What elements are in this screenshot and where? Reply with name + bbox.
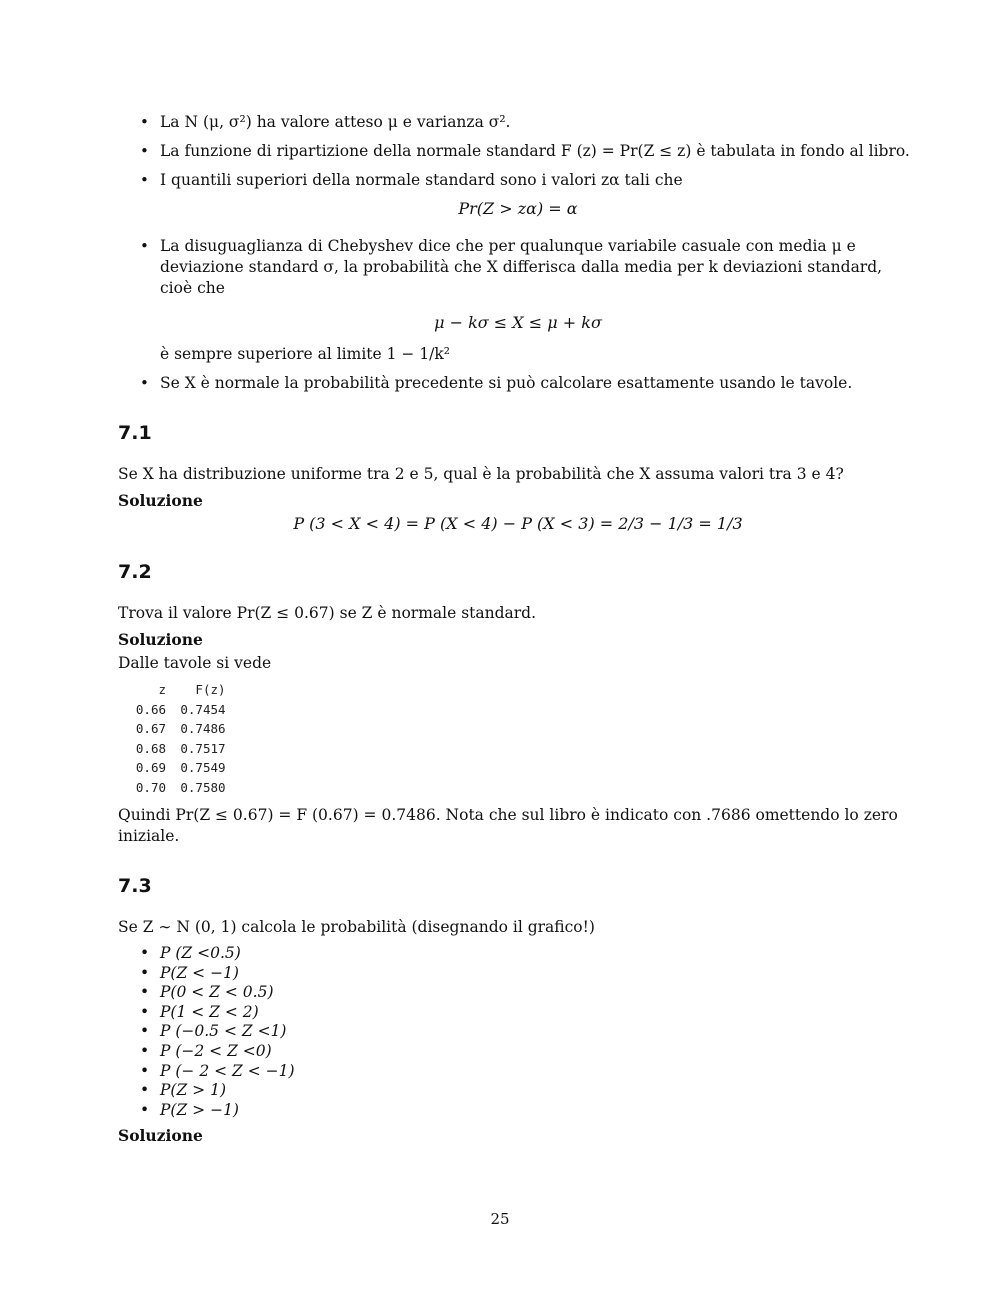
solution-label-7-1: Soluzione	[118, 491, 203, 510]
bullet-normal-mean: • La N (μ, σ²) ha valore atteso μ e varianza σ².	[160, 112, 918, 133]
chebyshev-limit: è sempre superiore al limite 1 − 1/k²	[160, 345, 451, 363]
list-item: • P (− 2 < Z < −1)	[160, 1062, 918, 1082]
equation-7-1: P (3 < X < 4) = P (X < 4) − P (X < 3) = 2/3 − 1/3 = 1/3	[293, 514, 743, 533]
section-heading-7-1: 7.1	[118, 422, 152, 444]
table-cell-z: 0.68	[135, 740, 166, 756]
solution-label-7-3: Soluzione	[118, 1126, 203, 1146]
section-heading-7-3: 7.3	[118, 875, 152, 897]
table-cell-z: 0.70	[135, 779, 166, 795]
intro-bullet-list	[118, 112, 918, 191]
section-heading-7-2: 7.2	[118, 561, 152, 583]
table-cell-z: 0.66	[135, 701, 166, 717]
list-item: • P (Z <0.5)	[160, 944, 918, 964]
list-item: • P (−2 < Z <0)	[160, 1042, 918, 1062]
list-item: • P(1 < Z < 2)	[160, 1003, 918, 1023]
table-row	[126, 778, 918, 798]
chebyshev-text: La disuguaglianza di Chebyshev dice che per qualunque variabile casuale con media μ e deviazione standard σ, la probabilità che X differisca dalla media per k deviazioni standard, cioè che	[160, 237, 883, 297]
table-cell-fz: 0.7486	[180, 721, 226, 736]
table-cell-fz: 0.7580	[180, 779, 226, 795]
table-cell-fz: 0.7454	[180, 701, 226, 717]
table-header-fz: F(z)	[195, 682, 226, 697]
table-row	[126, 700, 918, 720]
bullet-distribution-function: • La funzione di ripartizione della normale standard F (z) = Pr(Z ≤ z) è tabulata in fondo al libro.	[160, 141, 918, 162]
z-table	[126, 680, 918, 797]
chebyshev-formula: μ − kσ ≤ X ≤ μ + kσ	[434, 313, 602, 332]
table-cell-z: 0.69	[135, 760, 166, 775]
table-header-z: z	[158, 682, 166, 697]
list-item: • P(Z < −1)	[160, 964, 918, 984]
table-header-row	[126, 680, 918, 700]
list-item: • P(Z > −1)	[160, 1101, 918, 1121]
list-item: • P (−0.5 < Z <1)	[160, 1022, 918, 1042]
quantile-formula: Pr(Z > zα) = α	[458, 199, 578, 218]
bullet-upper-quantiles: • I quantili superiori della normale standard sono i valori zα tali che	[160, 170, 918, 191]
conclusion-7-2: Quindi Pr(Z ≤ 0.67) = F (0.67) = 0.7486. Nota che sul libro è indicato con .7686 omettendo lo zero iniziale.	[118, 806, 898, 845]
list-item: • P(0 < Z < 0.5)	[160, 983, 918, 1003]
bullet-normal-exact: • Se X è normale la probabilità precedente si può calcolare esattamente usando le tavole.	[160, 373, 918, 394]
table-cell-fz: 0.7517	[180, 740, 226, 756]
probability-list	[118, 944, 918, 1120]
document-page	[118, 112, 918, 1149]
normal-bullet-list	[118, 373, 918, 394]
question-7-2: Trova il valore Pr(Z ≤ 0.67) se Z è normale standard.	[118, 604, 537, 622]
solution-label-7-2: Soluzione	[118, 630, 203, 649]
table-cell-fz: 0.7549	[180, 760, 226, 775]
question-7-3: Se Z ∼ N (0, 1) calcola le probabilità (disegnando il grafico!)	[118, 918, 595, 936]
chebyshev-bullet-list	[118, 236, 918, 299]
page-number: 25	[490, 1210, 510, 1228]
table-row	[126, 758, 918, 778]
table-row	[126, 739, 918, 759]
question-7-1: Se X ha distribuzione uniforme tra 2 e 5, qual è la probabilità che X assuma valori tra 3 e 4?	[118, 465, 844, 483]
table-intro: Dalle tavole si vede	[118, 654, 272, 672]
list-item: • P(Z > 1)	[160, 1081, 918, 1101]
table-row	[126, 719, 918, 739]
bullet-chebyshev	[160, 236, 918, 299]
table-cell-z: 0.67	[135, 721, 166, 736]
